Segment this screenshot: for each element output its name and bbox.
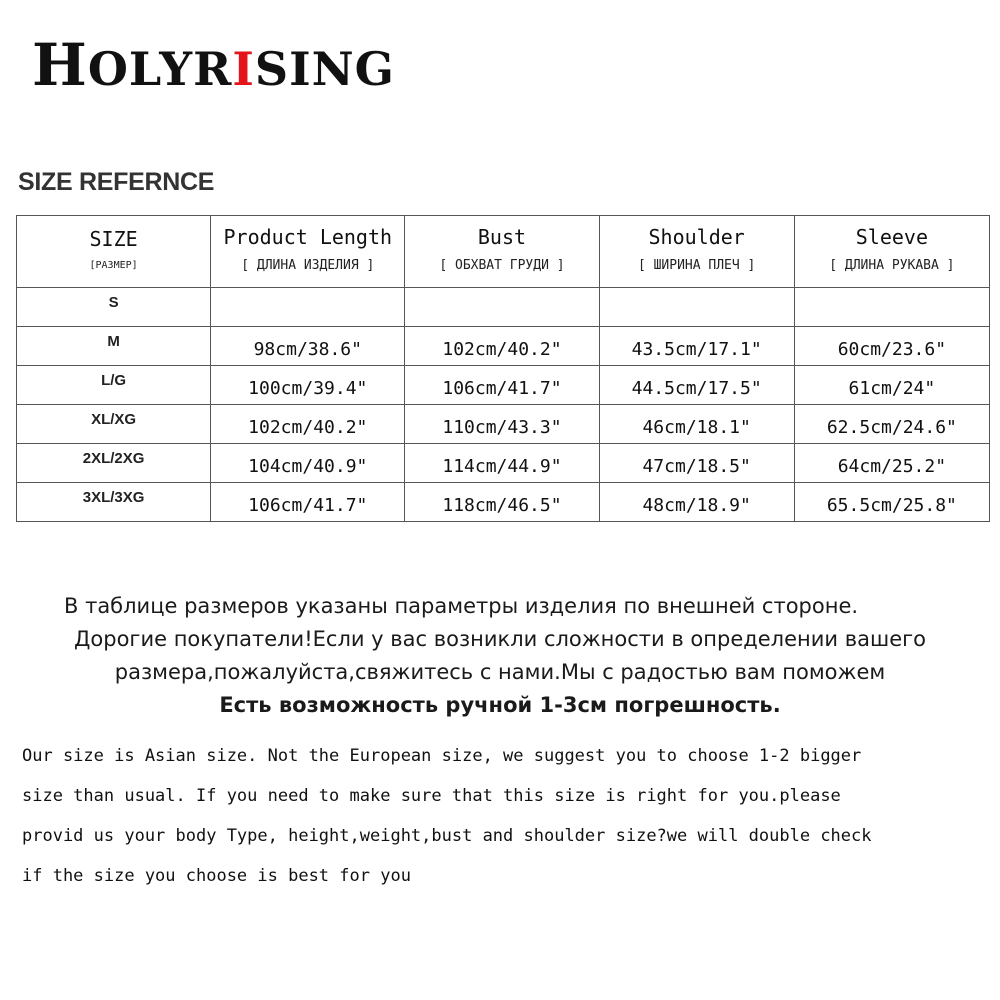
russian-notice-line: размера,пожалуйста,свяжитесь с нами.Мы с радостью вам поможем [114,660,886,684]
logo-letters-sing: SING [254,42,395,96]
shoulder-cell [599,366,794,405]
table-header-row [17,216,990,288]
length-cell [211,327,405,366]
size-table [16,215,990,522]
size-label: L/G [101,372,127,389]
size-cell [17,483,211,522]
header-length-sublabel: [ ДЛИНА ИЗДЕЛИЯ ] [241,257,375,273]
length-cell [211,483,405,522]
table-row [17,444,990,483]
english-notice-line: if the size you choose is best for you [22,866,411,886]
shoulder-cell [599,483,794,522]
length-value: 98cm/38.6" [253,338,362,360]
header-bust-sublabel: [ ОБХВАТ ГРУДИ ] [439,257,565,273]
sleeve-cell [794,327,989,366]
table-row [17,366,990,405]
sleeve-cell [794,366,989,405]
sleeve-cell [794,405,989,444]
bust-value: 106cm/41.7" [442,377,562,399]
size-cell [17,444,211,483]
bust-cell [405,366,599,405]
length-cell [211,405,405,444]
sleeve-cell [794,483,989,522]
length-value: 106cm/41.7" [248,494,368,516]
shoulder-value: 44.5cm/17.5" [631,377,762,399]
size-cell [17,288,211,327]
size-label: M [107,333,120,350]
size-cell [17,327,211,366]
table-row [17,483,990,522]
sleeve-value: 61cm/24" [848,377,936,399]
sleeve-value: 60cm/23.6" [837,338,947,360]
header-shoulder [599,216,794,288]
length-value: 100cm/39.4" [248,377,368,399]
bust-cell [405,483,599,522]
russian-notice-line: Дорогие покупатели!Если у вас возникли сложности в определении вашего [73,627,926,651]
shoulder-cell [599,444,794,483]
header-length-label: Product Length [223,224,393,249]
header-sleeve-sublabel: [ ДЛИНА РУКАВА ] [829,257,955,273]
header-size-label: SIZE [89,226,138,251]
length-cell [211,366,405,405]
sleeve-cell [794,444,989,483]
shoulder-value: 48cm/18.9" [642,494,751,516]
size-label: 2XL/2XG [82,450,145,467]
length-value: 104cm/40.9" [248,455,368,477]
logo-letter-i: I [232,42,255,96]
shoulder-cell [599,288,794,327]
length-cell [211,288,405,327]
size-label: S [108,294,119,311]
length-value: 102cm/40.2" [248,416,368,438]
shoulder-cell [599,327,794,366]
header-bust [405,216,599,288]
brand-logo [32,31,395,99]
size-label: 3XL/3XG [82,489,145,506]
sleeve-value: 62.5cm/24.6" [826,416,957,438]
bust-value: 102cm/40.2" [442,338,562,360]
english-notice-line: size than usual. If you need to make sure that this size is right for you.please [22,786,841,806]
sleeve-value: 65.5cm/25.8" [826,494,957,516]
russian-notice-line: Есть возможность ручной 1-3см погрешность. [219,693,781,717]
bust-value: 118cm/46.5" [442,494,562,516]
size-label: XL/XG [91,411,137,428]
logo-letter-h: H [32,31,88,99]
table-row [17,288,990,327]
bust-cell [405,288,599,327]
sleeve-cell [794,288,989,327]
shoulder-value: 46cm/18.1" [642,416,751,438]
russian-notice-line: В таблице размеров указаны параметры изделия по внешней стороне. [64,594,859,618]
bust-cell [405,327,599,366]
table-row [17,327,990,366]
bust-value: 110cm/43.3" [442,416,562,438]
english-notice-line: provid us your body Type, height,weight,bust and shoulder size?we will double check [22,826,872,846]
header-sleeve-label: Sleeve [855,224,928,249]
header-length [211,216,405,288]
shoulder-value: 43.5cm/17.1" [631,338,762,360]
bust-cell [405,444,599,483]
english-notice [22,736,982,896]
shoulder-cell [599,405,794,444]
header-shoulder-sublabel: [ ШИРИНА ПЛЕЧ ] [637,257,756,273]
header-sleeve [794,216,989,288]
header-shoulder-label: Shoulder [648,224,745,249]
table-row [17,405,990,444]
bust-cell [405,405,599,444]
sleeve-value: 64cm/25.2" [837,455,947,477]
shoulder-value: 47cm/18.5" [642,455,751,477]
russian-notice [0,590,1000,722]
header-bust-label: Bust [477,224,527,249]
english-notice-line: Our size is Asian size. Not the European size, we suggest you to choose 1-2 bigger [22,746,862,766]
logo-letters-olyr: OLYR [87,42,233,96]
bust-value: 114cm/44.9" [442,455,562,477]
size-cell [17,366,211,405]
header-size-sublabel: [РАЗМЕР] [89,259,138,271]
header-size [17,216,211,288]
size-cell [17,405,211,444]
section-title: SIZE REFERNCE [18,168,215,196]
length-cell [211,444,405,483]
